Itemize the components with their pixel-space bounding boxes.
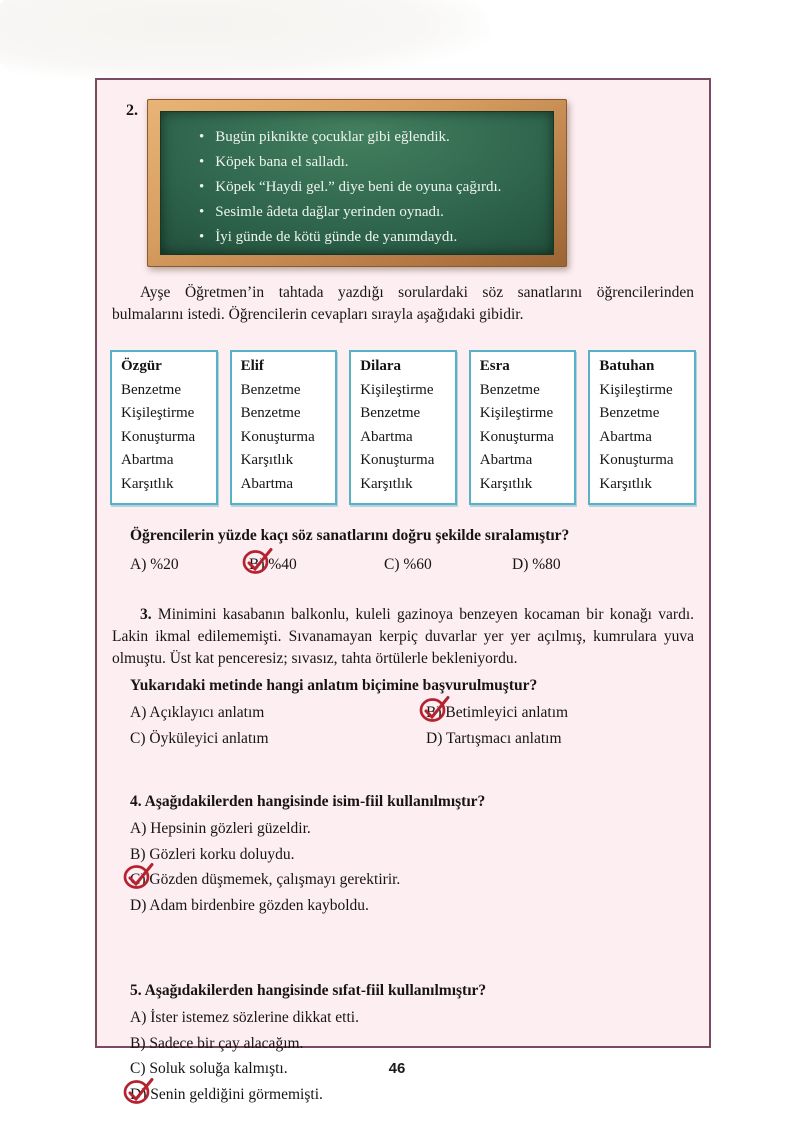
student-answer: Karşıtlık — [121, 475, 174, 492]
question-2-options — [130, 552, 709, 577]
student-box-dilara — [349, 350, 457, 505]
option-letter-text: C) — [130, 871, 146, 888]
board-line-text: İyi günde de kötü günde de yanımdaydı. — [215, 229, 458, 245]
bullet-icon: • — [199, 229, 205, 245]
option-letter-text: B) — [249, 556, 265, 573]
student-answer: Karşıtlık — [599, 475, 652, 492]
bullet-icon: • — [199, 154, 205, 170]
option-text: Açıklayıcı anlatım — [149, 704, 265, 721]
option-letter — [130, 1082, 146, 1108]
option-letter: C) — [384, 556, 400, 573]
intro-paragraph: Ayşe Öğretmen’in tahtada yazdığı sorulardaki söz sanatlarını öğrencilerinden bulmalarını istedi. Öğrencilerin cevapları sırayla aşağıdaki gibidir. — [112, 284, 694, 323]
option-text: %20 — [150, 556, 179, 573]
option-text: Soluk soluğa kalmıştı. — [149, 1060, 288, 1077]
option-b-marked — [249, 552, 384, 577]
board-line — [199, 175, 543, 200]
student-answer: Benzetme — [479, 381, 540, 398]
question-3-options — [130, 700, 709, 752]
question-4-options — [97, 816, 709, 918]
student-box-esra — [469, 350, 577, 505]
option-letter: D) — [426, 730, 443, 747]
option-text: Gözden düşmemek, çalışmayı gerektirir. — [149, 871, 401, 888]
option-d — [512, 552, 709, 577]
option-text: Betimleyici anlatım — [445, 704, 569, 721]
option-letter: A) — [130, 704, 147, 721]
option-text: Sadece bir çay alacağım. — [149, 1034, 304, 1052]
board-line — [199, 125, 543, 150]
student-answer: Benzetme — [240, 381, 301, 398]
option-text: Senin geldiğini görmemişti. — [150, 1085, 323, 1103]
student-answer: Abartma — [479, 452, 533, 468]
option-letter — [130, 867, 146, 893]
option-letter: D) — [130, 896, 147, 914]
option-letter: A) — [130, 556, 147, 573]
board-line — [199, 150, 543, 175]
student-answer: Benzetme — [240, 405, 301, 421]
passage-text: Minimini kasabanın balkonlu, kuleli gazinoya benzeyen kocaman bir konağı vardı. Lakin ikmal edilememişti. Sıvanamayan kerpiç duvarlar yer yer açılmış, kumrulara yuva olmuştu. Üst kat penceresiz; sıvasız, tahta örtülerle bekleniyordu. — [112, 606, 695, 667]
option-letter — [249, 552, 265, 577]
question-3-text: Yukarıdaki metinde hangi anlatım biçimine başvurulmuştur? — [130, 677, 538, 694]
chalkboard-frame — [147, 99, 567, 267]
student-answer: Konuşturma — [360, 452, 435, 468]
student-answer: Kişileştirme — [121, 405, 195, 421]
option-a — [130, 816, 709, 842]
option-letter-text: D) — [130, 1085, 147, 1103]
question-2-text: Öğrencilerin yüzde kaçı söz sanatlarını doğru şekilde sıralamıştır? — [130, 527, 570, 544]
option-b — [130, 842, 709, 868]
bullet-icon: • — [199, 204, 205, 220]
question-4-title: 4. Aşağıdakilerden hangisinde isim-fiil kullanılmıştır? — [130, 793, 486, 810]
question-2-block — [97, 80, 709, 267]
student-box-batuhan — [588, 350, 696, 505]
student-name: Esra — [479, 358, 510, 374]
student-answer: Abartma — [121, 452, 174, 468]
student-answer: Benzetme — [121, 381, 181, 398]
option-text: %60 — [403, 556, 432, 573]
student-name: Dilara — [360, 358, 402, 374]
student-answer: Karşıtlık — [360, 475, 413, 492]
student-box-elif — [230, 350, 338, 505]
page-number: 46 — [388, 1060, 406, 1077]
student-answer: Konuşturma — [479, 428, 554, 445]
student-box-ozgur — [110, 350, 218, 505]
question-5-options — [97, 1005, 709, 1107]
option-c-marked — [130, 867, 709, 893]
option-text: Adam birdenbire gözden kayboldu. — [149, 896, 369, 914]
option-text: %80 — [532, 556, 561, 573]
option-d — [130, 893, 709, 919]
option-text: Gözleri korku doluydu. — [149, 845, 295, 863]
option-letter — [426, 700, 442, 726]
board-line-text: Sesimle âdeta dağlar yerinden oynadı. — [215, 204, 444, 220]
student-answer: Benzetme — [599, 405, 660, 421]
student-answer: Karşıtlık — [240, 452, 294, 468]
question-3-passage — [112, 604, 694, 670]
student-answer: Kişileştirme — [599, 381, 673, 398]
option-letter: C) — [130, 730, 146, 747]
student-answer: Konuşturma — [240, 428, 315, 445]
student-answer: Abartma — [240, 475, 294, 492]
option-b — [130, 1031, 709, 1057]
option-letter: A) — [130, 820, 147, 837]
option-letter: A) — [130, 1009, 147, 1026]
option-a — [130, 552, 249, 577]
option-letter-text: B) — [426, 704, 442, 721]
option-text: Öyküleyici anlatım — [149, 730, 269, 747]
option-text: Tartışmacı anlatım — [445, 730, 562, 747]
option-c — [130, 726, 426, 752]
student-answer: Konuşturma — [121, 428, 196, 445]
student-answer: Abartma — [599, 428, 652, 445]
student-answer: Konuşturma — [599, 452, 674, 468]
student-answer-boxes — [110, 350, 696, 505]
board-line — [199, 225, 543, 250]
bullet-icon: • — [199, 129, 205, 145]
option-letter: B) — [130, 1034, 146, 1052]
student-answer: Kişileştirme — [360, 381, 434, 398]
option-a — [130, 700, 426, 726]
board-line-text: Bugün piknikte çocuklar gibi eğlendik. — [215, 129, 450, 145]
student-name: Elif — [240, 358, 264, 374]
board-line-text: Köpek bana el salladı. — [215, 154, 349, 170]
option-letter: D) — [512, 556, 529, 573]
option-letter: C) — [130, 1060, 146, 1077]
bullet-icon: • — [199, 179, 205, 195]
option-a — [130, 1005, 709, 1031]
chalkboard — [160, 111, 554, 255]
option-d — [426, 726, 709, 752]
option-text: Hepsinin gözleri güzeldir. — [150, 820, 311, 837]
option-c — [384, 552, 512, 577]
scan-artifact — [0, 0, 490, 81]
question-number: 3. — [140, 606, 152, 623]
option-d-marked — [130, 1082, 709, 1108]
board-line-text: Köpek “Haydi gel.” diye beni de oyuna çağırdı. — [215, 179, 502, 195]
student-answer: Karşıtlık — [479, 475, 533, 492]
board-line — [199, 200, 543, 225]
question-5-title: 5. Aşağıdakilerden hangisinde sıfat-fiil kullanılmıştır? — [130, 982, 487, 999]
student-name: Batuhan — [599, 358, 655, 374]
option-text: %40 — [268, 556, 297, 573]
question-number: 2. — [126, 102, 138, 119]
student-answer: Kişileştirme — [479, 405, 554, 421]
option-b-marked — [426, 700, 709, 726]
student-answer: Benzetme — [360, 405, 421, 421]
student-answer: Abartma — [360, 428, 413, 445]
student-name: Özgür — [121, 358, 162, 374]
option-letter: B) — [130, 845, 146, 863]
option-text: İster istemez sözlerine dikkat etti. — [150, 1009, 359, 1026]
